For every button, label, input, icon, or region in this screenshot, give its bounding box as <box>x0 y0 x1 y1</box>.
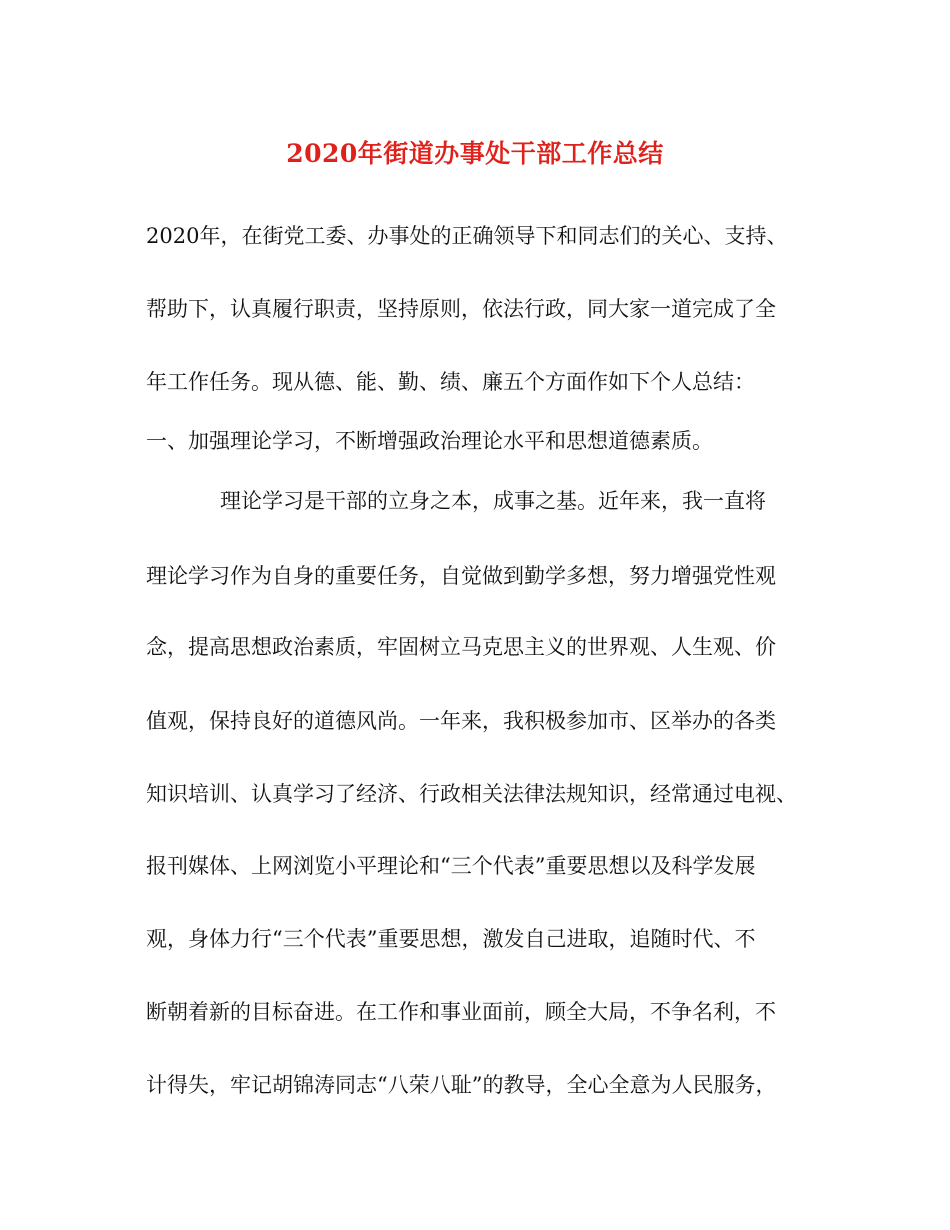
body-line: 观，身体力行“三个代表”重要思想，激发自己进取，追随时代、不 <box>146 927 756 951</box>
body-line: 念，提高思想政治素质，牢固树立马克思主义的世界观、人生观、价 <box>146 635 776 659</box>
body-line: 理论学习作为自身的重要任务，自觉做到勤学多想，努力增强党性观 <box>146 564 776 588</box>
section-heading: 一、加强理论学习，不断增强政治理论水平和思想道德素质。 <box>146 429 713 453</box>
body-line: 年工作任务。现从德、能、勤、绩、廉五个方面作如下个人总结： <box>146 370 755 394</box>
body-line: 理论学习是干部的立身之本，成事之基。近年来，我一直将 <box>220 489 766 513</box>
body-line: 断朝着新的目标奋进。在工作和事业面前，顾全大局，不争名利，不 <box>146 1000 776 1024</box>
body-line: 知识培训、认真学习了经济、行政相关法律法规知识，经常通过电视、 <box>146 782 797 806</box>
body-line: 报刊媒体、上网浏览小平理论和“三个代表”重要思想以及科学发展 <box>146 854 756 878</box>
document-title: 2020年街道办事处干部工作总结 <box>286 139 664 168</box>
body-line: 值观，保持良好的道德风尚。一年来，我积极参加市、区举办的各类 <box>146 709 776 733</box>
body-line: 帮助下，认真履行职责，坚持原则，依法行政，同大家一道完成了全 <box>146 297 776 321</box>
body-line: 2020年，在街党工委、办事处的正确领导下和同志们的关心、支持、 <box>146 224 788 248</box>
body-line: 计得失，牢记胡锦涛同志“八荣八耻”的教导，全心全意为人民服务， <box>146 1073 777 1097</box>
